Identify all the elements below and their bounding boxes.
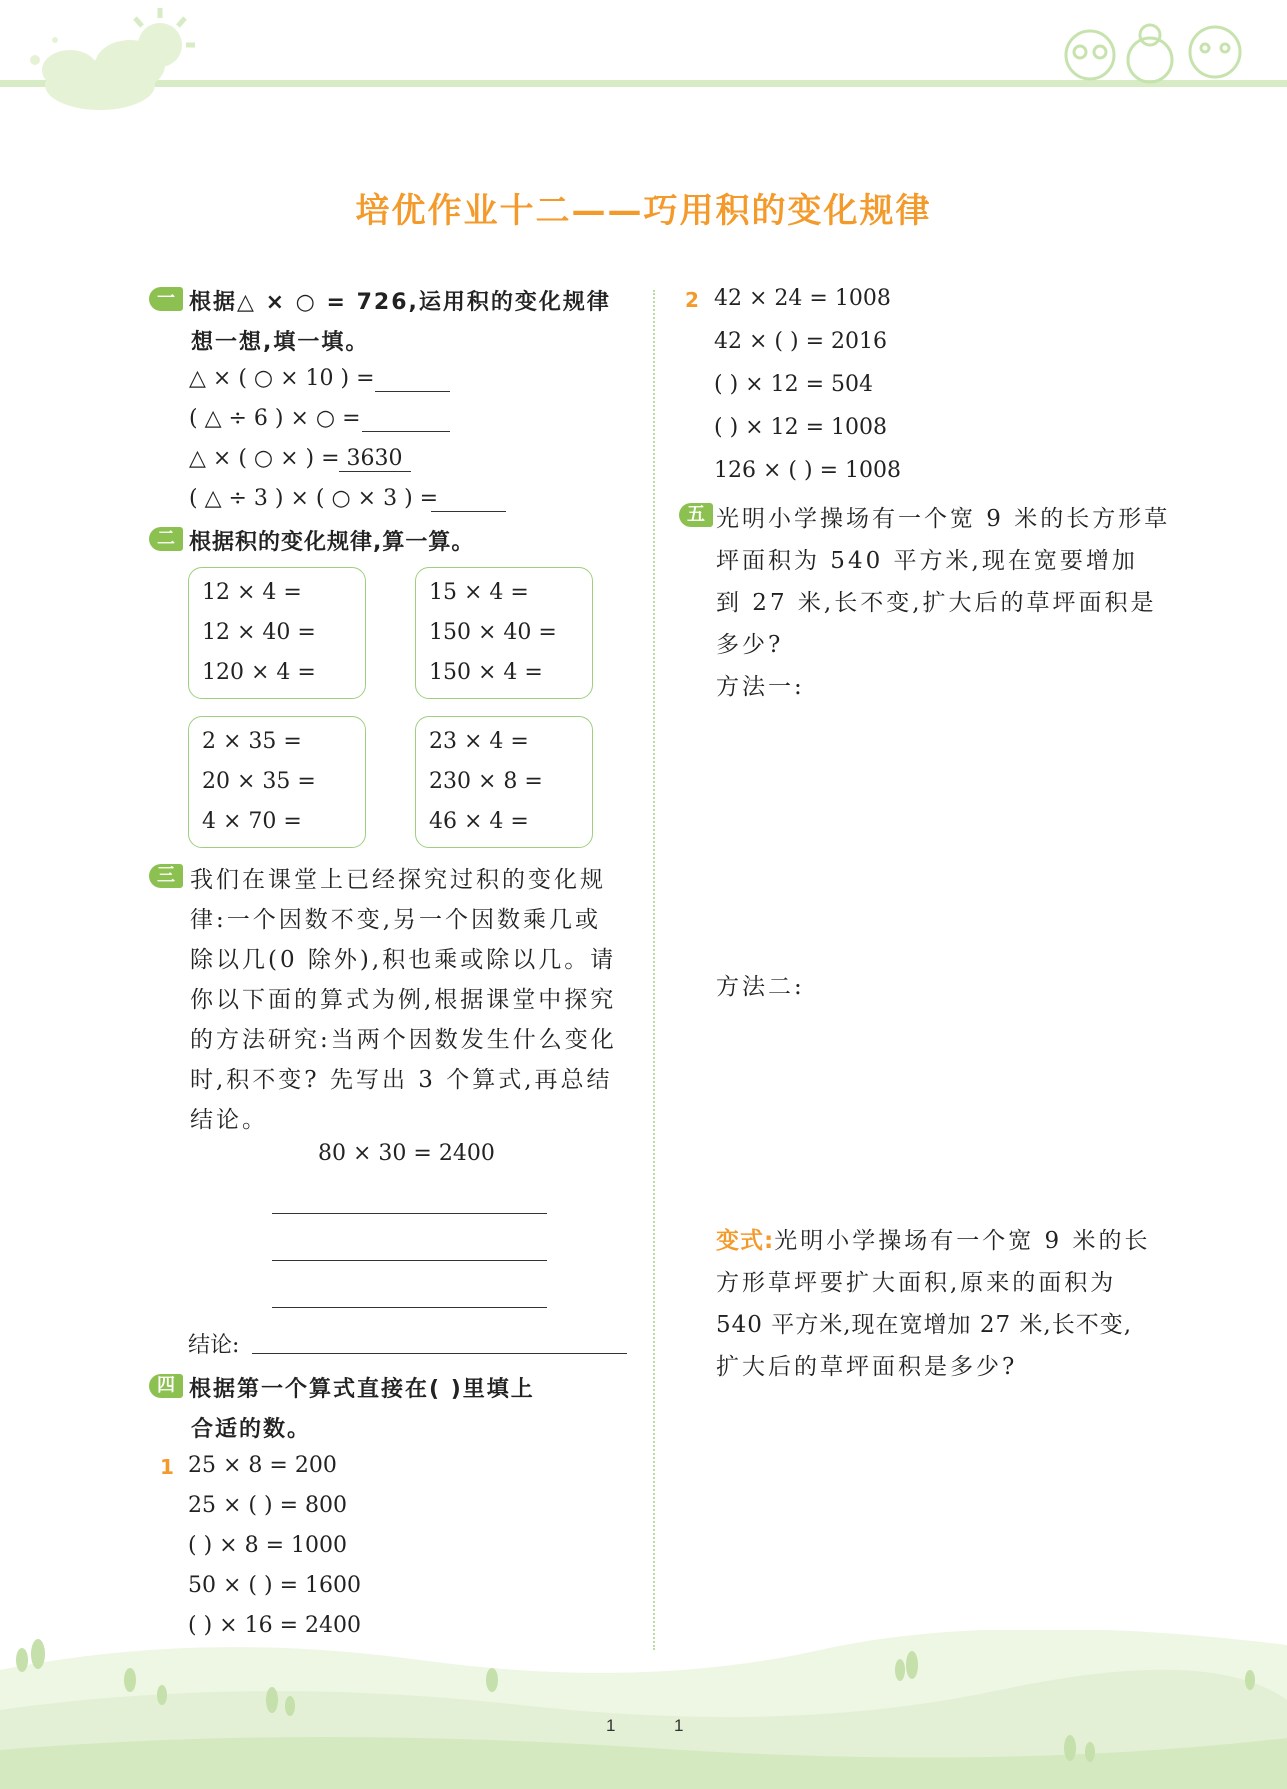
header-decoration — [0, 0, 1287, 110]
answer-line[interactable] — [272, 1307, 547, 1308]
variant-label: 变式: — [716, 1228, 775, 1254]
calc-line: 2 × 35 = — [202, 729, 302, 754]
page-title: 培优作业十二——巧用积的变化规律 — [355, 191, 932, 231]
page-number-right: 1 — [674, 1716, 684, 1735]
variant-line-1 — [716, 1222, 1150, 1255]
calc-line: 12 × 40 = — [202, 620, 316, 645]
answer-line[interactable] — [272, 1260, 547, 1261]
cloud-icon — [42, 40, 165, 110]
variant-text: 光明小学操场有一个宽 9 米的长 — [774, 1228, 1151, 1254]
calc-line: 150 × 4 = — [429, 660, 543, 685]
fill-line: 126 × ( ) = 1008 — [714, 458, 901, 483]
calc-box — [415, 716, 593, 848]
page-number-left: 1 — [606, 1716, 616, 1735]
answer-line[interactable] — [272, 1213, 547, 1214]
calc-box — [188, 716, 366, 848]
section-badge-1: 一 — [149, 287, 183, 311]
footer-hills-decoration — [0, 1630, 1287, 1789]
section5-line: 到 27 米,长不变,扩大后的草坪面积是 — [716, 590, 1157, 616]
fill-line: ( ) × 16 = 2400 — [188, 1613, 361, 1638]
section1-item-4: ( △ ÷ 3 ) × ( ○ × 3 ) = — [189, 486, 439, 511]
section1-item-1: △ × ( ○ × 10 ) = — [189, 366, 375, 391]
column-divider — [653, 290, 655, 1650]
section4-heading-line2: 合适的数。 — [191, 1417, 312, 1442]
section5-line: 光明小学操场有一个宽 9 米的长方形草 — [716, 506, 1171, 532]
animal-faces-icon — [1066, 25, 1240, 82]
fill-line: ( ) × 12 = 1008 — [714, 415, 887, 440]
answer-blank[interactable] — [375, 391, 450, 392]
calc-line: 12 × 4 = — [202, 580, 302, 605]
fill-line: 25 × 8 = 200 — [188, 1453, 337, 1478]
calc-line: 23 × 4 = — [429, 729, 529, 754]
section1-item-3: △ × ( ○ × ) = 3630 — [189, 446, 403, 471]
calc-line: 4 × 70 = — [202, 809, 302, 834]
method-one-label: 方法一: — [716, 674, 805, 700]
section-badge-5: 五 — [679, 503, 713, 527]
section3-line: 时,积不变? 先写出 3 个算式,再总结 — [190, 1067, 613, 1093]
section3-line: 的方法研究:当两个因数发生什么变化 — [190, 1027, 617, 1053]
method-two-answer-area[interactable] — [716, 1005, 1156, 1205]
calc-line: 46 × 4 = — [429, 809, 529, 834]
fill-line: 42 × ( ) = 2016 — [714, 329, 887, 354]
variant-line: 540 平方米,现在宽增加 27 米,长不变, — [716, 1312, 1133, 1338]
method-one-answer-area[interactable] — [716, 705, 1156, 955]
section5-line: 多少? — [716, 632, 784, 658]
answer-blank[interactable] — [362, 431, 450, 432]
sub-question-number: 1 — [160, 1455, 174, 1479]
section3-example: 80 × 30 = 2400 — [318, 1141, 495, 1166]
fill-line: ( ) × 8 = 1000 — [188, 1533, 347, 1558]
fill-line: ( ) × 12 = 504 — [714, 372, 873, 397]
calc-box — [415, 567, 593, 699]
section3-line: 你以下面的算式为例,根据课堂中探究 — [190, 987, 617, 1013]
section3-line: 我们在课堂上已经探究过积的变化规 — [190, 867, 606, 893]
conclusion-answer-line[interactable] — [252, 1353, 627, 1354]
section2-heading: 根据积的变化规律,算一算。 — [189, 530, 475, 555]
calc-line: 15 × 4 = — [429, 580, 529, 605]
section-badge-3: 三 — [149, 864, 183, 888]
variant-line: 方形草坪要扩大面积,原来的面积为 — [716, 1270, 1117, 1296]
section3-line: 律:一个因数不变,另一个因数乘几或 — [190, 907, 602, 933]
answer-blank[interactable] — [431, 511, 506, 512]
section1-item-2: ( △ ÷ 6 ) × ○ = — [189, 406, 361, 431]
answer-blank[interactable] — [339, 471, 411, 472]
calc-line: 150 × 40 = — [429, 620, 557, 645]
section5-line: 坪面积为 540 平方米,现在宽要增加 — [716, 548, 1138, 574]
calc-box — [188, 567, 366, 699]
section-badge-2: 二 — [149, 527, 183, 551]
section1-heading-line1: 根据△ × ○ = 726,运用积的变化规律 — [189, 290, 611, 315]
section3-line: 除以几(0 除外),积也乘或除以几。请 — [190, 947, 617, 973]
section4-heading-line1: 根据第一个算式直接在( )里填上 — [189, 1377, 535, 1402]
fill-line: 42 × 24 = 1008 — [714, 286, 891, 311]
method-two-label: 方法二: — [716, 974, 805, 1000]
fill-line: 50 × ( ) = 1600 — [188, 1573, 361, 1598]
calc-line: 20 × 35 = — [202, 769, 316, 794]
sub-question-number: 2 — [685, 288, 699, 312]
variant-line: 扩大后的草坪面积是多少? — [716, 1354, 1018, 1380]
section1-heading-line2: 想一想,填一填。 — [191, 330, 370, 355]
section3-line: 结论。 — [190, 1107, 268, 1133]
calc-line: 230 × 8 = — [429, 769, 543, 794]
fill-line: 25 × ( ) = 800 — [188, 1493, 347, 1518]
section-badge-4: 四 — [149, 1374, 183, 1398]
calc-line: 120 × 4 = — [202, 660, 316, 685]
conclusion-label: 结论: — [188, 1333, 240, 1358]
